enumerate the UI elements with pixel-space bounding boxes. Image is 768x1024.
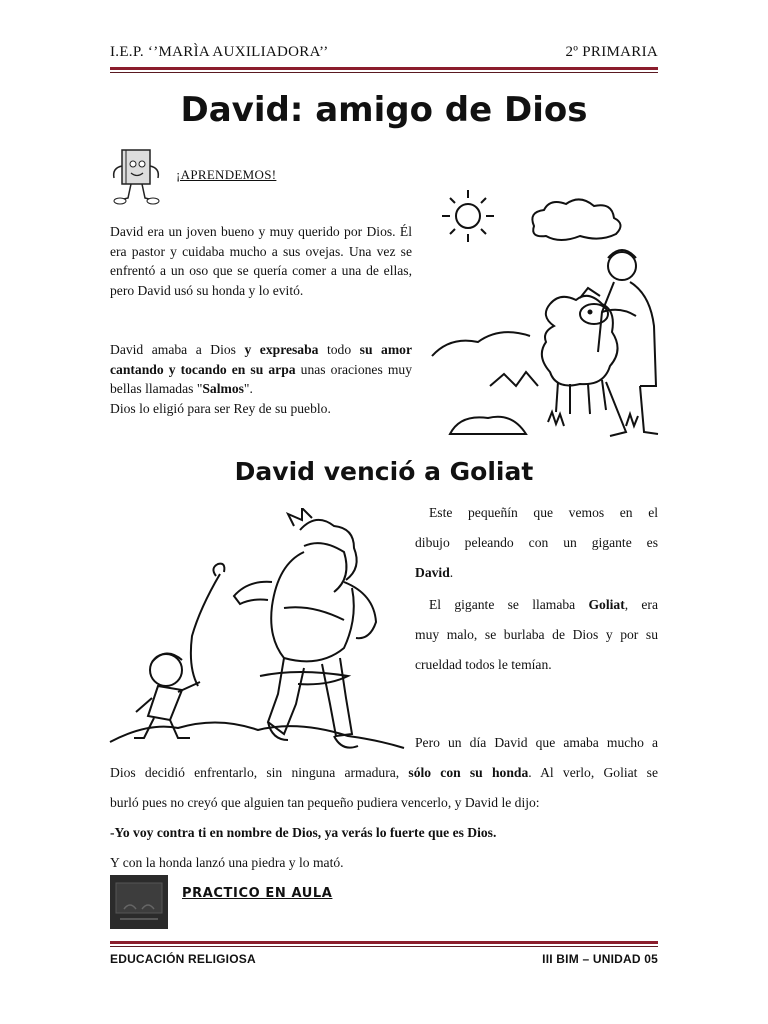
story-line-4: El gigante se llamaba Goliat, era: [429, 597, 658, 612]
header-school: I.E.P. ‘’MARÌA AUXILIADORA’’: [110, 44, 329, 60]
intro-paragraph-2: David amaba a Dios y expresaba todo su amor cantando y tocando en su arpa unas oraciones muy bellas llamadas "Salmos".: [110, 342, 412, 396]
classroom-photo-icon: [110, 875, 168, 929]
practico-heading: PRACTICO EN AULA: [182, 886, 333, 901]
story-quote: -Yo voy contra ti en nombre de Dios, ya verás lo fuerte que es Dios.: [110, 825, 497, 840]
story-line-9: burló pues no creyó que alguien tan pequeño pudiera vencerlo, y David le dijo:: [110, 795, 540, 810]
aprendemos-label: ¡APRENDEMOS!: [176, 167, 277, 182]
header-grade: 2º PRIMARIA: [565, 44, 658, 60]
story-line-2: dibujo peleando con un gigante es: [415, 535, 658, 550]
david-goliath-illustration: [108, 508, 408, 754]
story-line-5: muy malo, se burlaba de Dios y por su: [415, 627, 658, 642]
story-line-8: Dios decidió enfrentarlo, sin ninguna armadura, sólo con su honda. Al verlo, Goliat se: [110, 765, 658, 780]
header-rule: [110, 67, 658, 70]
footer-unit: III BIM – UNIDAD 05: [542, 952, 658, 966]
story-line-6: crueldad todos le temían.: [415, 657, 552, 672]
story-final: Y con la honda lanzó una piedra y lo mató.: [110, 855, 344, 870]
footer-subject: EDUCACIÓN RELIGIOSA: [110, 952, 256, 966]
story-line-1: Este pequeñín que vemos en el: [429, 505, 658, 520]
header-rule-thin: [110, 72, 658, 73]
intro-paragraph-1: David era un joven bueno y muy querido por Dios. Él era pastor y cuidaba mucho a sus ovejas. Una vez se enfrentó a un oso que se quería comer a una de ellas, pero David usó su honda y lo evitó.: [110, 224, 412, 298]
footer-rule-thin: [110, 946, 658, 947]
story-line-3: David.: [415, 565, 454, 580]
shepherd-with-sheep-illustration: [430, 186, 664, 442]
intro-paragraph-3: Dios lo eligió para ser Rey de su pueblo.: [110, 401, 331, 416]
section-title: David venció a Goliat: [234, 457, 534, 486]
book-mascot-icon: [106, 144, 168, 206]
story-line-7: Pero un día David que amaba mucho a: [415, 735, 658, 750]
page-title: David: amigo de Dios: [180, 90, 588, 130]
footer-rule: [110, 941, 658, 944]
